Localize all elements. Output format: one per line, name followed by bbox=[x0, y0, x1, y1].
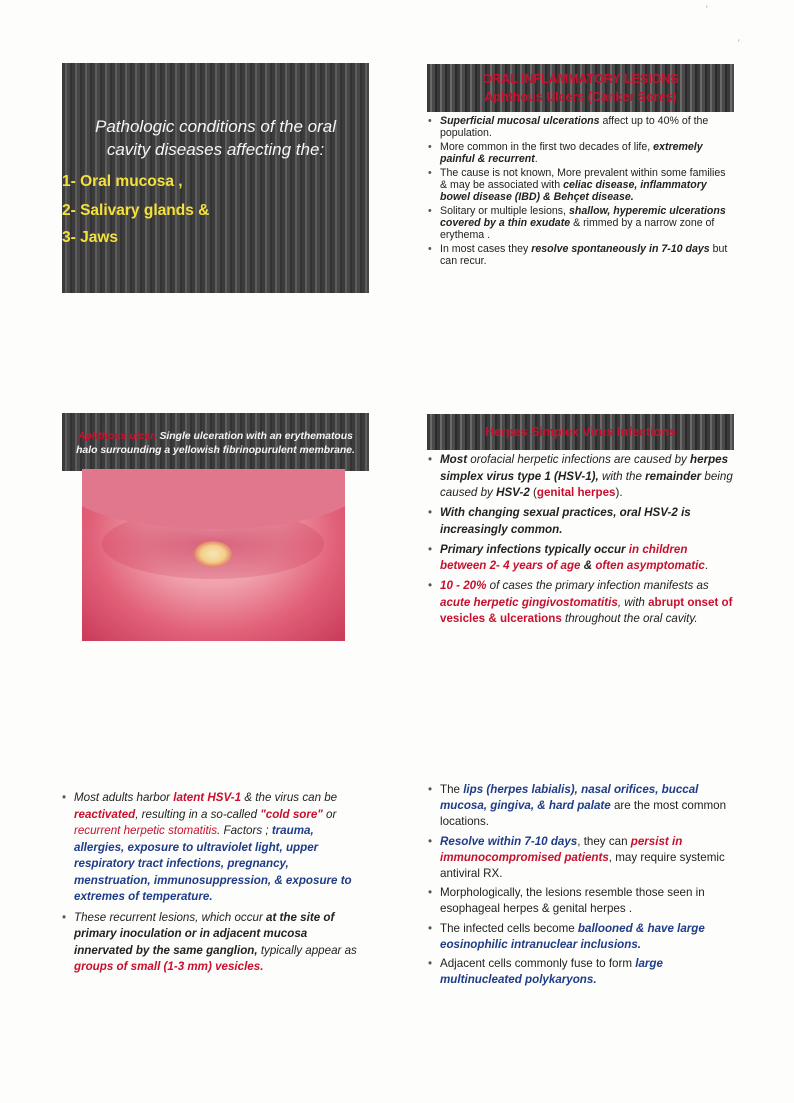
bullet-dot: • bbox=[428, 957, 433, 970]
bullet-dot: • bbox=[62, 910, 67, 924]
bullet-item bbox=[426, 115, 731, 139]
bullet-text: & rimmed by a narrow zone of erythema . bbox=[440, 217, 715, 241]
herpes-bullets bbox=[426, 452, 734, 631]
bullet-text: HSV-2 bbox=[496, 486, 530, 499]
bullet-dot: • bbox=[428, 141, 432, 153]
bullet-dot: • bbox=[428, 579, 433, 592]
bullet-text: , resulting in a so-called bbox=[135, 807, 261, 821]
bullet-dot: • bbox=[428, 115, 432, 127]
bullet-text: throughout the oral cavity. bbox=[561, 612, 698, 625]
bullet-text: Primary infections typically occur bbox=[440, 542, 629, 556]
bullet-text: In most cases they bbox=[440, 243, 532, 255]
bullet-text: & the virus can be bbox=[241, 791, 338, 804]
bullet-text: latent HSV-1 bbox=[173, 791, 242, 804]
bullet-text: at the site of primary inoculation or in adjacent mucosa innervated by the same ganglion, bbox=[74, 910, 335, 957]
bullet-text: ). bbox=[615, 486, 623, 499]
bullet-text: genital herpes bbox=[536, 486, 616, 499]
upper-lip bbox=[82, 469, 345, 529]
hsv-locations-bullets bbox=[426, 782, 736, 992]
bullet-text: extremely painful & recurrent bbox=[440, 141, 703, 165]
slide-title-conditions bbox=[62, 63, 369, 293]
bullet-text: More common in the first two decades of life, bbox=[440, 141, 654, 153]
bullet-dot: • bbox=[428, 921, 433, 935]
condition-jaws: 3- Jaws bbox=[62, 229, 119, 246]
condition-oral-mucosa: 1- Oral mucosa , bbox=[62, 173, 183, 190]
bullet-text: celiac disease, inflammatory bowel disease (IBD) & Behçet disease. bbox=[440, 179, 707, 203]
bullet-dot: • bbox=[428, 506, 433, 519]
bullet-dot: • bbox=[428, 783, 433, 796]
bullet-text: "cold sore" bbox=[260, 807, 323, 821]
bullet-text: , may require systemic antiviral RX. bbox=[440, 850, 725, 880]
bullet-text: The cause is not known, More prevalent within some families & may be associated with bbox=[440, 167, 726, 191]
header-line-2: Aphthous Ulcers (Canker Sores) bbox=[484, 90, 677, 104]
bullet-text: remainder bbox=[645, 469, 702, 483]
bullet-text: Morphologically, the lesions resemble those seen in esophageal herpes & genital herpes . bbox=[440, 886, 705, 915]
bullet-text: Resolve within 7-10 days bbox=[440, 834, 578, 848]
bullet-text: herpes simplex virus type 1 (HSV-1), bbox=[440, 453, 729, 483]
bullet-text: typically appear as bbox=[257, 943, 357, 957]
bullet-text: shallow, hyperemic ulcerations covered by a thin exudate bbox=[440, 205, 726, 229]
bullet-item bbox=[60, 790, 366, 906]
bullet-text: These recurrent lesions, which occur bbox=[74, 910, 267, 924]
bullet-dot: • bbox=[428, 542, 433, 556]
bullet-text: , with bbox=[617, 595, 649, 609]
bullet-text: The bbox=[440, 783, 464, 796]
bullet-text: acute herpetic gingivostomatitis bbox=[440, 595, 618, 609]
image-caption-bar bbox=[62, 413, 369, 471]
header-herpes-title: Herpes Simplex Virus Infections bbox=[485, 425, 676, 439]
bullet-text: reactivated bbox=[74, 807, 136, 821]
bullet-text: often asymptomatic bbox=[595, 559, 705, 572]
bullet-dot: • bbox=[428, 243, 432, 255]
bullet-text: persist in immunocompromised patients bbox=[440, 834, 683, 864]
bullet-dot: • bbox=[428, 453, 433, 466]
bullet-text: or bbox=[322, 807, 337, 821]
bullet-text: resolve spontaneously in 7-10 days bbox=[531, 243, 710, 255]
bullet-item bbox=[426, 167, 731, 203]
bullet-item bbox=[426, 921, 736, 953]
bullet-item bbox=[60, 910, 366, 976]
bullet-text: are the most common locations. bbox=[440, 799, 727, 828]
bullet-text: , they can bbox=[577, 834, 631, 848]
bullet-item bbox=[426, 141, 731, 165]
bullet-text: affect up to 40% of the population. bbox=[440, 115, 709, 139]
bullet-text: & bbox=[580, 559, 596, 572]
slide-header-aphthous bbox=[427, 64, 734, 112]
bullet-text: . Factors ; bbox=[217, 824, 272, 837]
bullet-dot: • bbox=[428, 167, 432, 179]
bullet-text: of cases the primary infection manifests as bbox=[486, 579, 709, 592]
bullet-text: The infected cells become bbox=[440, 921, 578, 935]
bullet-item bbox=[426, 782, 736, 830]
aphthous-bullets bbox=[426, 115, 731, 269]
bullet-text: Adjacent cells commonly fuse to form bbox=[440, 957, 636, 970]
bullet-text: Most adults harbor bbox=[74, 791, 174, 804]
bullet-item bbox=[426, 452, 734, 502]
bullet-text: ballooned & have large eosinophilic intranuclear inclusions. bbox=[440, 921, 705, 951]
bullet-dot: • bbox=[428, 834, 433, 848]
bullet-dot: • bbox=[428, 886, 433, 899]
bullet-item bbox=[426, 243, 731, 267]
slide-title: Pathologic conditions of the oral cavity diseases affecting the: bbox=[95, 117, 336, 159]
caption-highlight: Aphthous ulcer. bbox=[78, 431, 157, 442]
slide-header-herpes bbox=[427, 414, 734, 450]
bullet-item bbox=[426, 542, 734, 575]
bullet-text: Solitary or multiple lesions, bbox=[440, 205, 569, 217]
bullet-text: but can recur. bbox=[440, 243, 728, 267]
bullet-text: ( bbox=[529, 486, 537, 499]
bullet-text: Superficial mucosal ulcerations bbox=[440, 115, 600, 127]
header-line-1: ORAL INFLAMMATORY LESIONS bbox=[482, 72, 679, 86]
bullet-dot: • bbox=[62, 791, 67, 804]
scan-mark: ′ bbox=[706, 4, 708, 14]
bullet-text: with the bbox=[598, 469, 646, 483]
scan-mark: ′ bbox=[738, 38, 740, 48]
bullet-text: 10 - 20% bbox=[440, 579, 487, 592]
condition-salivary-glands: 2- Salivary glands & bbox=[62, 202, 210, 219]
image-caption bbox=[70, 430, 361, 457]
bullet-text: groups of small (1-3 mm) vesicles. bbox=[74, 960, 264, 973]
bullet-text: in children between 2- 4 years of age bbox=[440, 542, 688, 572]
bullet-text: lips (herpes labialis), nasal orifices, buccal mucosa, gingiva, & hard palate bbox=[440, 783, 699, 812]
bullet-text: large multinucleated polykaryons. bbox=[440, 957, 663, 986]
bullet-text: recurrent herpetic stomatitis bbox=[74, 824, 218, 837]
aphthous-ulcer-photo bbox=[82, 469, 345, 641]
bullet-text: Most bbox=[440, 453, 468, 466]
recurrent-hsv-bullets bbox=[60, 790, 366, 980]
bullet-text: orofacial herpetic infections are caused by bbox=[467, 453, 691, 466]
bullet-item bbox=[426, 205, 731, 241]
bullet-item bbox=[426, 956, 736, 988]
bullet-text: . bbox=[534, 153, 538, 165]
bullet-item bbox=[426, 834, 736, 882]
bullet-item bbox=[426, 505, 734, 538]
bullet-dot: • bbox=[428, 205, 432, 217]
bullet-item bbox=[426, 885, 736, 917]
bullet-text: . bbox=[704, 559, 709, 572]
caption-text: Single ulceration with an erythematous halo surrounding a yellowish fibrinopurulent membrane. bbox=[76, 431, 355, 456]
ulcer-spot bbox=[194, 541, 232, 567]
bullet-text: being caused by bbox=[440, 469, 733, 499]
bullet-text: trauma, allergies, exposure to ultraviolet light, upper respiratory tract infections, pregnancy, menstruation, immunosuppression, & exposure to extremes of temperature. bbox=[74, 824, 352, 903]
bullet-text: With changing sexual practices, oral HSV-2 is increasingly common. bbox=[440, 506, 691, 536]
bullet-text: abrupt onset of vesicles & ulcerations bbox=[440, 595, 733, 625]
bullet-item bbox=[426, 578, 734, 628]
